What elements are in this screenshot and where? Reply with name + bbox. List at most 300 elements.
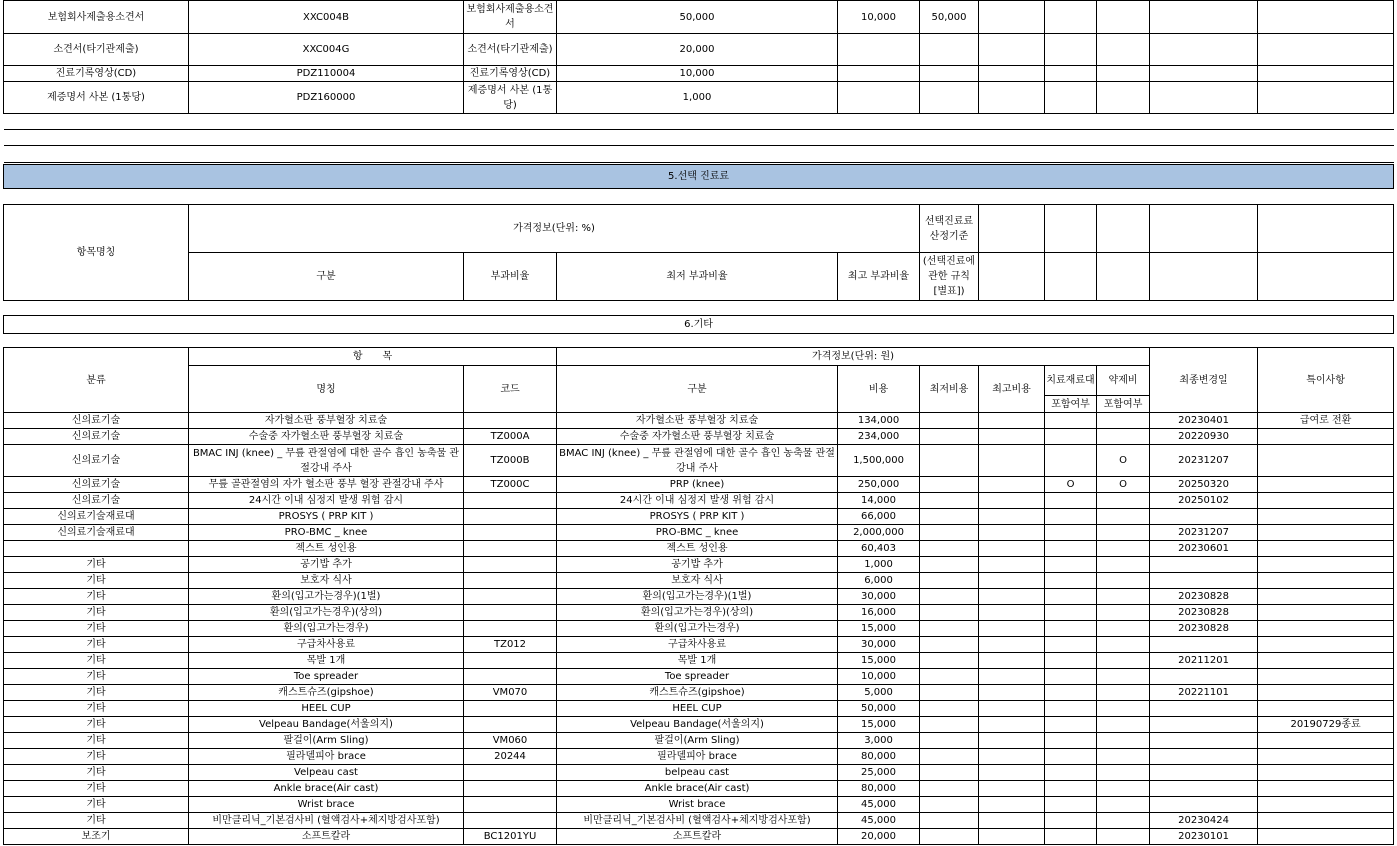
empty-cell bbox=[979, 66, 1045, 82]
remarks-cell bbox=[1258, 669, 1394, 685]
drug-include-cell bbox=[1097, 637, 1150, 653]
division-cell: 필라델피아 brace bbox=[557, 749, 838, 765]
cost-cell: 1,000 bbox=[838, 557, 920, 573]
division-cell: 진료기록영상(CD) bbox=[464, 66, 557, 82]
material-include-cell bbox=[1045, 413, 1097, 429]
min-cost-cell bbox=[920, 589, 979, 605]
table-row bbox=[4, 66, 1394, 82]
division-cell: PRP (knee) bbox=[557, 477, 838, 493]
cost-cell: 80,000 bbox=[838, 781, 920, 797]
updated-date-cell bbox=[1150, 509, 1258, 525]
remarks-cell bbox=[1258, 493, 1394, 509]
min-cost-cell bbox=[920, 621, 979, 637]
cost-cell: 15,000 bbox=[838, 653, 920, 669]
drug-header: 약제비 bbox=[1097, 366, 1150, 396]
division-cell: 소프트칼라 bbox=[557, 829, 838, 845]
drug-include-cell bbox=[1097, 605, 1150, 621]
empty-cell bbox=[1258, 1, 1394, 34]
min-cost-cell bbox=[838, 82, 920, 114]
drug-include-cell bbox=[1097, 653, 1150, 669]
min-cost-cell bbox=[920, 605, 979, 621]
empty-cell bbox=[1045, 82, 1097, 114]
division-cell: 캐스트슈즈(gipshoe) bbox=[557, 685, 838, 701]
drug-include-cell bbox=[1097, 733, 1150, 749]
max-cost-cell bbox=[979, 573, 1045, 589]
material-include-cell bbox=[1045, 589, 1097, 605]
material-include-cell bbox=[1045, 557, 1097, 573]
category-cell: 기타 bbox=[4, 573, 189, 589]
division-cell: 젝스트 성인용 bbox=[557, 541, 838, 557]
drug-include-cell bbox=[1097, 669, 1150, 685]
name-cell: 젝스트 성인용 bbox=[189, 541, 464, 557]
material-include-cell bbox=[1045, 429, 1097, 445]
material-include-cell bbox=[1045, 829, 1097, 845]
min-cost-cell bbox=[920, 669, 979, 685]
empty-cell bbox=[1045, 34, 1097, 66]
cost-cell: 20,000 bbox=[838, 829, 920, 845]
category-cell: 기타 bbox=[4, 813, 189, 829]
table-row bbox=[4, 429, 1394, 445]
name-cell: 자가혈소판 풍부혈장 치료술 bbox=[189, 413, 464, 429]
cost-cell: 80,000 bbox=[838, 749, 920, 765]
updated-date-cell bbox=[1150, 781, 1258, 797]
remarks-cell bbox=[1258, 749, 1394, 765]
cost-cell: 20,000 bbox=[557, 34, 838, 66]
division-cell: Wrist brace bbox=[557, 797, 838, 813]
updated-date-cell: 20211201 bbox=[1150, 653, 1258, 669]
table-row bbox=[4, 829, 1394, 845]
code-cell bbox=[464, 509, 557, 525]
selective-treatment-section bbox=[3, 164, 1394, 348]
cost-cell: 10,000 bbox=[557, 66, 838, 82]
drug-include-cell bbox=[1097, 829, 1150, 845]
code-cell: PDZ160000 bbox=[189, 82, 464, 114]
code-cell bbox=[464, 525, 557, 541]
code-cell: TZ000B bbox=[464, 445, 557, 477]
table-row bbox=[4, 509, 1394, 525]
rate-header: 부과비율 bbox=[464, 253, 557, 301]
item-name-cell: 소견서(타기관제출) bbox=[4, 34, 189, 66]
remarks-cell bbox=[1258, 557, 1394, 573]
remarks-cell bbox=[1258, 429, 1394, 445]
spacer-row bbox=[4, 114, 1394, 130]
spacer-row bbox=[4, 146, 1394, 163]
cost-cell: 50,000 bbox=[557, 1, 838, 34]
min-cost-cell bbox=[920, 493, 979, 509]
updated-date-cell: 20230101 bbox=[1150, 829, 1258, 845]
category-cell: 신의료기술재료대 bbox=[4, 525, 189, 541]
division-header: 구분 bbox=[189, 253, 464, 301]
category-cell: 기타 bbox=[4, 621, 189, 637]
max-rate-header: 최고 부과비율 bbox=[838, 253, 920, 301]
division-cell: BMAC INJ (knee) _ 무릎 관절염에 대한 골수 흡인 농축물 관절강내 주사 bbox=[557, 445, 838, 477]
code-cell bbox=[464, 541, 557, 557]
max-cost-cell bbox=[979, 653, 1045, 669]
item-header: 항 목 bbox=[189, 348, 557, 366]
category-header: 분류 bbox=[4, 348, 189, 413]
empty-cell bbox=[1097, 66, 1150, 82]
cost-cell: 30,000 bbox=[838, 589, 920, 605]
drug-include-cell bbox=[1097, 797, 1150, 813]
updated-date-cell bbox=[1150, 701, 1258, 717]
updated-date-cell bbox=[1150, 797, 1258, 813]
drug-include-cell bbox=[1097, 781, 1150, 797]
division-cell: 환의(입고가는경우)(1벌) bbox=[557, 589, 838, 605]
drug-include-cell bbox=[1097, 525, 1150, 541]
code-cell bbox=[464, 493, 557, 509]
price-info-header: 가격정보(단위: 원) bbox=[557, 348, 1150, 366]
code-cell bbox=[464, 573, 557, 589]
cost-cell: 5,000 bbox=[838, 685, 920, 701]
drug-include-cell bbox=[1097, 541, 1150, 557]
code-cell bbox=[464, 717, 557, 733]
division-cell: Ankle brace(Air cast) bbox=[557, 781, 838, 797]
remarks-cell bbox=[1258, 525, 1394, 541]
material-include-cell bbox=[1045, 813, 1097, 829]
cost-cell: 10,000 bbox=[838, 669, 920, 685]
name-cell: BMAC INJ (knee) _ 무릎 관절염에 대한 골수 흡인 농축물 관절강내 주사 bbox=[189, 445, 464, 477]
updated-date-cell bbox=[1150, 637, 1258, 653]
table-row bbox=[4, 445, 1394, 477]
code-cell bbox=[464, 413, 557, 429]
drug-include-cell bbox=[1097, 509, 1150, 525]
drug-include-cell bbox=[1097, 621, 1150, 637]
division-cell: 환의(입고가는경우) bbox=[557, 621, 838, 637]
other-fees-table bbox=[3, 347, 1394, 845]
division-cell: HEEL CUP bbox=[557, 701, 838, 717]
code-cell bbox=[464, 669, 557, 685]
cost-cell: 134,000 bbox=[838, 413, 920, 429]
code-cell bbox=[464, 797, 557, 813]
category-cell: 신의료기술 bbox=[4, 445, 189, 477]
max-cost-cell: 50,000 bbox=[920, 1, 979, 34]
min-cost-cell bbox=[920, 749, 979, 765]
division-cell: 수술중 자가혈소판 풍부혈장 치료술 bbox=[557, 429, 838, 445]
max-cost-cell bbox=[979, 829, 1045, 845]
division-cell: 24시간 이내 심정지 발생 위험 감시 bbox=[557, 493, 838, 509]
remarks-cell bbox=[1258, 829, 1394, 845]
table-row bbox=[4, 685, 1394, 701]
remarks-cell bbox=[1258, 685, 1394, 701]
remarks-cell bbox=[1258, 509, 1394, 525]
min-cost-cell bbox=[920, 413, 979, 429]
code-cell bbox=[464, 621, 557, 637]
name-cell: Wrist brace bbox=[189, 797, 464, 813]
max-cost-cell bbox=[979, 749, 1045, 765]
name-cell: 24시간 이내 심정지 발생 위험 감시 bbox=[189, 493, 464, 509]
division-cell: PROSYS ( PRP KIT ) bbox=[557, 509, 838, 525]
category-cell: 기타 bbox=[4, 733, 189, 749]
remarks-cell bbox=[1258, 797, 1394, 813]
code-cell bbox=[464, 653, 557, 669]
updated-date-cell: 20220930 bbox=[1150, 429, 1258, 445]
code-cell: 20244 bbox=[464, 749, 557, 765]
material-include-cell bbox=[1045, 701, 1097, 717]
material-include-cell: O bbox=[1045, 477, 1097, 493]
name-cell: 환의(입고가는경우)(1벌) bbox=[189, 589, 464, 605]
name-cell: PROSYS ( PRP KIT ) bbox=[189, 509, 464, 525]
cost-cell: 15,000 bbox=[838, 621, 920, 637]
code-cell: BC1201YU bbox=[464, 829, 557, 845]
updated-date-cell: 20230828 bbox=[1150, 621, 1258, 637]
material-include-cell bbox=[1045, 765, 1097, 781]
cost-cell: 6,000 bbox=[838, 573, 920, 589]
table-row bbox=[4, 669, 1394, 685]
code-cell bbox=[464, 781, 557, 797]
empty-cell bbox=[979, 82, 1045, 114]
cost-cell: 1,500,000 bbox=[838, 445, 920, 477]
other-fees-table-continued bbox=[3, 0, 1394, 163]
material-include-cell bbox=[1045, 509, 1097, 525]
code-cell: TZ000C bbox=[464, 477, 557, 493]
max-cost-cell bbox=[979, 493, 1045, 509]
min-cost-cell bbox=[920, 701, 979, 717]
cost-cell: 2,000,000 bbox=[838, 525, 920, 541]
rule-header: (선택진료에 관한 규칙 [별표]) bbox=[920, 253, 979, 301]
cost-cell: 30,000 bbox=[838, 637, 920, 653]
category-cell: 기타 bbox=[4, 605, 189, 621]
table-row bbox=[4, 525, 1394, 541]
empty-cell bbox=[1150, 66, 1258, 82]
min-cost-cell bbox=[920, 541, 979, 557]
drug-include-cell bbox=[1097, 573, 1150, 589]
table-row bbox=[4, 413, 1394, 429]
updated-date-cell: 20230828 bbox=[1150, 589, 1258, 605]
updated-date-cell bbox=[1150, 749, 1258, 765]
table-row bbox=[4, 493, 1394, 509]
empty-cell bbox=[979, 34, 1045, 66]
max-cost-cell bbox=[920, 82, 979, 114]
material-include-cell bbox=[1045, 797, 1097, 813]
material-include-cell bbox=[1045, 685, 1097, 701]
drug-include-cell bbox=[1097, 717, 1150, 733]
max-cost-cell bbox=[979, 477, 1045, 493]
updated-date-cell: 20250320 bbox=[1150, 477, 1258, 493]
empty-cell bbox=[1150, 1, 1258, 34]
section-title: 5.선택 진료료 bbox=[4, 165, 1394, 189]
cost-cell: 45,000 bbox=[838, 797, 920, 813]
max-cost-cell bbox=[979, 813, 1045, 829]
code-cell bbox=[464, 765, 557, 781]
drug-include-cell bbox=[1097, 685, 1150, 701]
empty-cell bbox=[1097, 1, 1150, 34]
min-cost-cell bbox=[920, 733, 979, 749]
remarks-cell bbox=[1258, 733, 1394, 749]
category-cell: 신의료기술 bbox=[4, 413, 189, 429]
remarks-cell bbox=[1258, 541, 1394, 557]
name-cell: 공기밥 추가 bbox=[189, 557, 464, 573]
code-cell bbox=[464, 589, 557, 605]
empty-cell bbox=[1258, 66, 1394, 82]
item-name-header: 항목명칭 bbox=[4, 205, 189, 301]
max-cost-cell bbox=[920, 34, 979, 66]
max-cost-cell bbox=[979, 509, 1045, 525]
max-cost-cell bbox=[979, 733, 1045, 749]
drug-include-cell: O bbox=[1097, 445, 1150, 477]
min-cost-cell bbox=[920, 781, 979, 797]
drug-include-cell bbox=[1097, 749, 1150, 765]
max-cost-cell bbox=[979, 797, 1045, 813]
table-row bbox=[4, 573, 1394, 589]
remarks-cell bbox=[1258, 813, 1394, 829]
code-cell: VM070 bbox=[464, 685, 557, 701]
table-row bbox=[4, 621, 1394, 637]
category-cell: 기타 bbox=[4, 669, 189, 685]
material-include-cell bbox=[1045, 541, 1097, 557]
table-row bbox=[4, 765, 1394, 781]
table-row bbox=[4, 813, 1394, 829]
max-cost-cell bbox=[979, 445, 1045, 477]
code-cell: PDZ110004 bbox=[189, 66, 464, 82]
remarks-cell bbox=[1258, 765, 1394, 781]
cost-cell: 25,000 bbox=[838, 765, 920, 781]
empty-cell bbox=[1150, 82, 1258, 114]
cost-cell: 16,000 bbox=[838, 605, 920, 621]
name-cell: 보호자 식사 bbox=[189, 573, 464, 589]
division-cell: Toe spreader bbox=[557, 669, 838, 685]
max-cost-header: 최고비용 bbox=[979, 366, 1045, 413]
criteria-header: 선택진료료 산정기준 bbox=[920, 205, 979, 253]
category-cell: 신의료기술재료대 bbox=[4, 509, 189, 525]
min-cost-cell bbox=[920, 573, 979, 589]
code-cell: TZ000A bbox=[464, 429, 557, 445]
drug-include-cell bbox=[1097, 429, 1150, 445]
division-header: 구분 bbox=[557, 366, 838, 413]
remarks-cell: 20190729종료 bbox=[1258, 717, 1394, 733]
min-cost-cell bbox=[920, 557, 979, 573]
min-cost-cell bbox=[920, 637, 979, 653]
drug-include-cell bbox=[1097, 765, 1150, 781]
category-cell bbox=[4, 541, 189, 557]
min-cost-cell bbox=[838, 34, 920, 66]
remarks-cell bbox=[1258, 781, 1394, 797]
cost-cell: 14,000 bbox=[838, 493, 920, 509]
empty-cell bbox=[1258, 82, 1394, 114]
division-cell: 제증명서 사본 (1통당) bbox=[464, 82, 557, 114]
empty-cell bbox=[1258, 34, 1394, 66]
cost-cell: 3,000 bbox=[838, 733, 920, 749]
name-cell: 수술중 자가혈소판 풍부혈장 치료술 bbox=[189, 429, 464, 445]
code-cell bbox=[464, 557, 557, 573]
table-row bbox=[4, 477, 1394, 493]
cost-cell: 50,000 bbox=[838, 701, 920, 717]
table-row bbox=[4, 637, 1394, 653]
category-cell: 기타 bbox=[4, 637, 189, 653]
material-include-cell bbox=[1045, 525, 1097, 541]
category-cell: 기타 bbox=[4, 701, 189, 717]
updated-date-cell: 20231207 bbox=[1150, 445, 1258, 477]
empty-cell bbox=[1097, 82, 1150, 114]
material-include-cell bbox=[1045, 669, 1097, 685]
min-cost-cell bbox=[920, 525, 979, 541]
material-include-header: 포함여부 bbox=[1045, 396, 1097, 413]
max-cost-cell bbox=[979, 701, 1045, 717]
drug-include-header: 포함여부 bbox=[1097, 396, 1150, 413]
division-cell: Velpeau Bandage(서울의지) bbox=[557, 717, 838, 733]
min-cost-cell: 10,000 bbox=[838, 1, 920, 34]
division-cell: PRO-BMC _ knee bbox=[557, 525, 838, 541]
category-cell: 신의료기술 bbox=[4, 493, 189, 509]
material-include-cell bbox=[1045, 573, 1097, 589]
max-cost-cell bbox=[979, 621, 1045, 637]
min-cost-cell bbox=[838, 66, 920, 82]
table-row bbox=[4, 653, 1394, 669]
max-cost-cell bbox=[979, 605, 1045, 621]
table-row bbox=[4, 589, 1394, 605]
drug-include-cell bbox=[1097, 493, 1150, 509]
name-cell: 비만클리닉_기본검사비 (혈액검사+체지방검사포함) bbox=[189, 813, 464, 829]
code-cell bbox=[464, 813, 557, 829]
updated-date-cell bbox=[1150, 557, 1258, 573]
updated-date-cell bbox=[1150, 717, 1258, 733]
empty-cell bbox=[1097, 34, 1150, 66]
cost-cell: 45,000 bbox=[838, 813, 920, 829]
updated-date-cell: 20230424 bbox=[1150, 813, 1258, 829]
min-cost-cell bbox=[920, 445, 979, 477]
max-cost-cell bbox=[979, 589, 1045, 605]
division-cell: 팔걸이(Arm Sling) bbox=[557, 733, 838, 749]
category-cell: 기타 bbox=[4, 765, 189, 781]
division-cell: 자가혈소판 풍부혈장 치료술 bbox=[557, 413, 838, 429]
min-cost-cell bbox=[920, 429, 979, 445]
code-cell bbox=[464, 605, 557, 621]
max-cost-cell bbox=[979, 557, 1045, 573]
remarks-cell bbox=[1258, 621, 1394, 637]
max-cost-cell bbox=[979, 685, 1045, 701]
updated-date-cell bbox=[1150, 765, 1258, 781]
table-row bbox=[4, 717, 1394, 733]
table-row bbox=[4, 541, 1394, 557]
name-cell: 환의(입고가는경우) bbox=[189, 621, 464, 637]
material-include-cell bbox=[1045, 493, 1097, 509]
table-row bbox=[4, 749, 1394, 765]
cost-header: 비용 bbox=[838, 366, 920, 413]
min-cost-cell bbox=[920, 765, 979, 781]
material-include-cell bbox=[1045, 653, 1097, 669]
name-cell: 소프트칼라 bbox=[189, 829, 464, 845]
min-cost-cell bbox=[920, 509, 979, 525]
cost-cell: 66,000 bbox=[838, 509, 920, 525]
remarks-cell bbox=[1258, 573, 1394, 589]
category-cell: 기타 bbox=[4, 797, 189, 813]
material-include-cell bbox=[1045, 717, 1097, 733]
empty-cell bbox=[1150, 34, 1258, 66]
division-cell: 보험회사제출용소견서 bbox=[464, 1, 557, 34]
table-row bbox=[4, 34, 1394, 66]
updated-date-cell bbox=[1150, 733, 1258, 749]
division-cell: belpeau cast bbox=[557, 765, 838, 781]
max-cost-cell bbox=[979, 781, 1045, 797]
name-cell: 필라델피아 brace bbox=[189, 749, 464, 765]
remarks-cell bbox=[1258, 637, 1394, 653]
name-cell: PRO-BMC _ knee bbox=[189, 525, 464, 541]
name-cell: Toe spreader bbox=[189, 669, 464, 685]
updated-date-cell: 20230828 bbox=[1150, 605, 1258, 621]
item-name-cell: 보험회사제출용소견서 bbox=[4, 1, 189, 34]
min-cost-cell bbox=[920, 477, 979, 493]
drug-include-cell bbox=[1097, 589, 1150, 605]
code-header: 코드 bbox=[464, 366, 557, 413]
category-cell: 기타 bbox=[4, 717, 189, 733]
code-cell bbox=[464, 701, 557, 717]
empty-cell bbox=[1045, 1, 1097, 34]
name-cell: 구급차사용료 bbox=[189, 637, 464, 653]
drug-include-cell: O bbox=[1097, 477, 1150, 493]
min-cost-header: 최저비용 bbox=[920, 366, 979, 413]
updated-date-cell: 20230401 bbox=[1150, 413, 1258, 429]
code-cell: XXC004G bbox=[189, 34, 464, 66]
remarks-cell bbox=[1258, 605, 1394, 621]
